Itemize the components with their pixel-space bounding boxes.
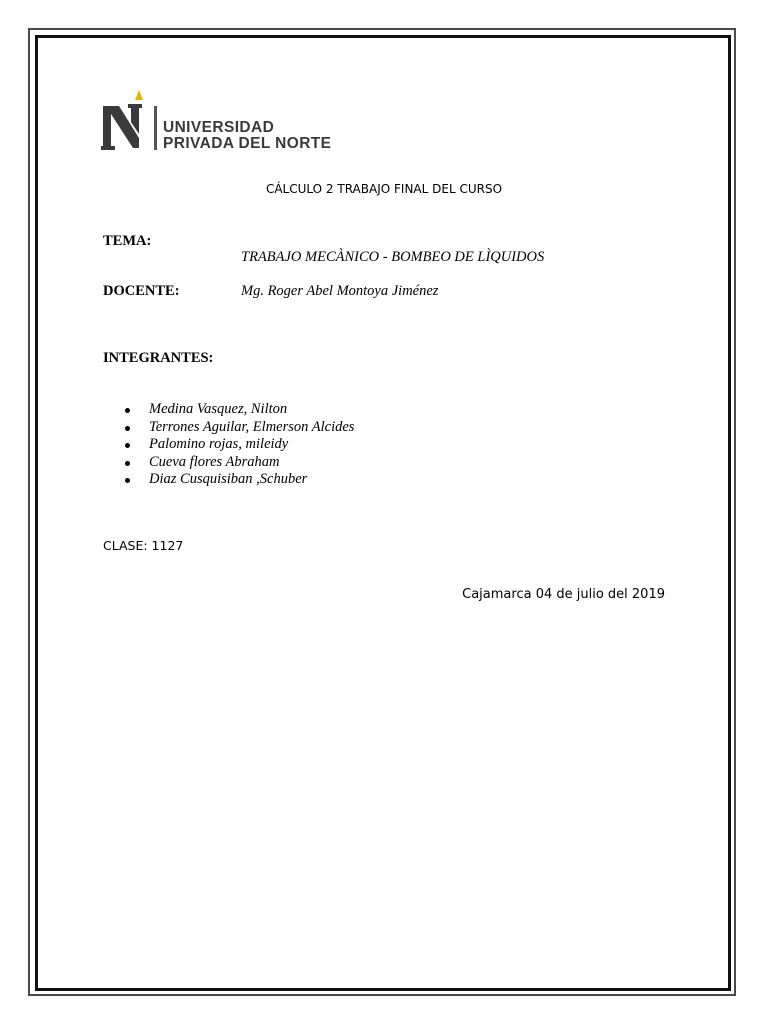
page-border-inner: [35, 35, 731, 991]
upn-logo-icon: [101, 88, 151, 154]
document-title: CÁLCULO 2 TRABAJO FINAL DEL CURSO: [265, 182, 503, 196]
list-item: Medina Vasquez, Nilton: [119, 401, 354, 419]
tema-value: TRABAJO MECÀNICO - BOMBEO DE LÌQUIDOS: [241, 249, 545, 265]
list-item: Terrones Aguilar, Elmerson Alcides: [119, 419, 354, 437]
tema-label: TEMA:: [103, 233, 152, 249]
university-name-line2: PRIVADA DEL NORTE: [163, 135, 332, 152]
docente-value: Mg. Roger Abel Montoya Jiménez: [241, 283, 439, 299]
university-name: [163, 120, 331, 152]
list-item: Diaz Cusquisiban ,Schuber: [119, 471, 354, 489]
university-logo: [101, 88, 341, 158]
list-item: Cueva flores Abraham: [119, 454, 354, 472]
list-item: Palomino rojas, mileidy: [119, 436, 354, 454]
university-name-line1: UNIVERSIDAD: [163, 119, 275, 136]
integrantes-list: [119, 401, 354, 489]
logo-divider: [154, 106, 157, 150]
integrantes-label: INTEGRANTES:: [103, 350, 214, 366]
place-date: Cajamarca 04 de julio del 2019: [462, 587, 665, 602]
docente-label: DOCENTE:: [103, 283, 180, 299]
clase-text: CLASE: 1127: [103, 538, 184, 553]
